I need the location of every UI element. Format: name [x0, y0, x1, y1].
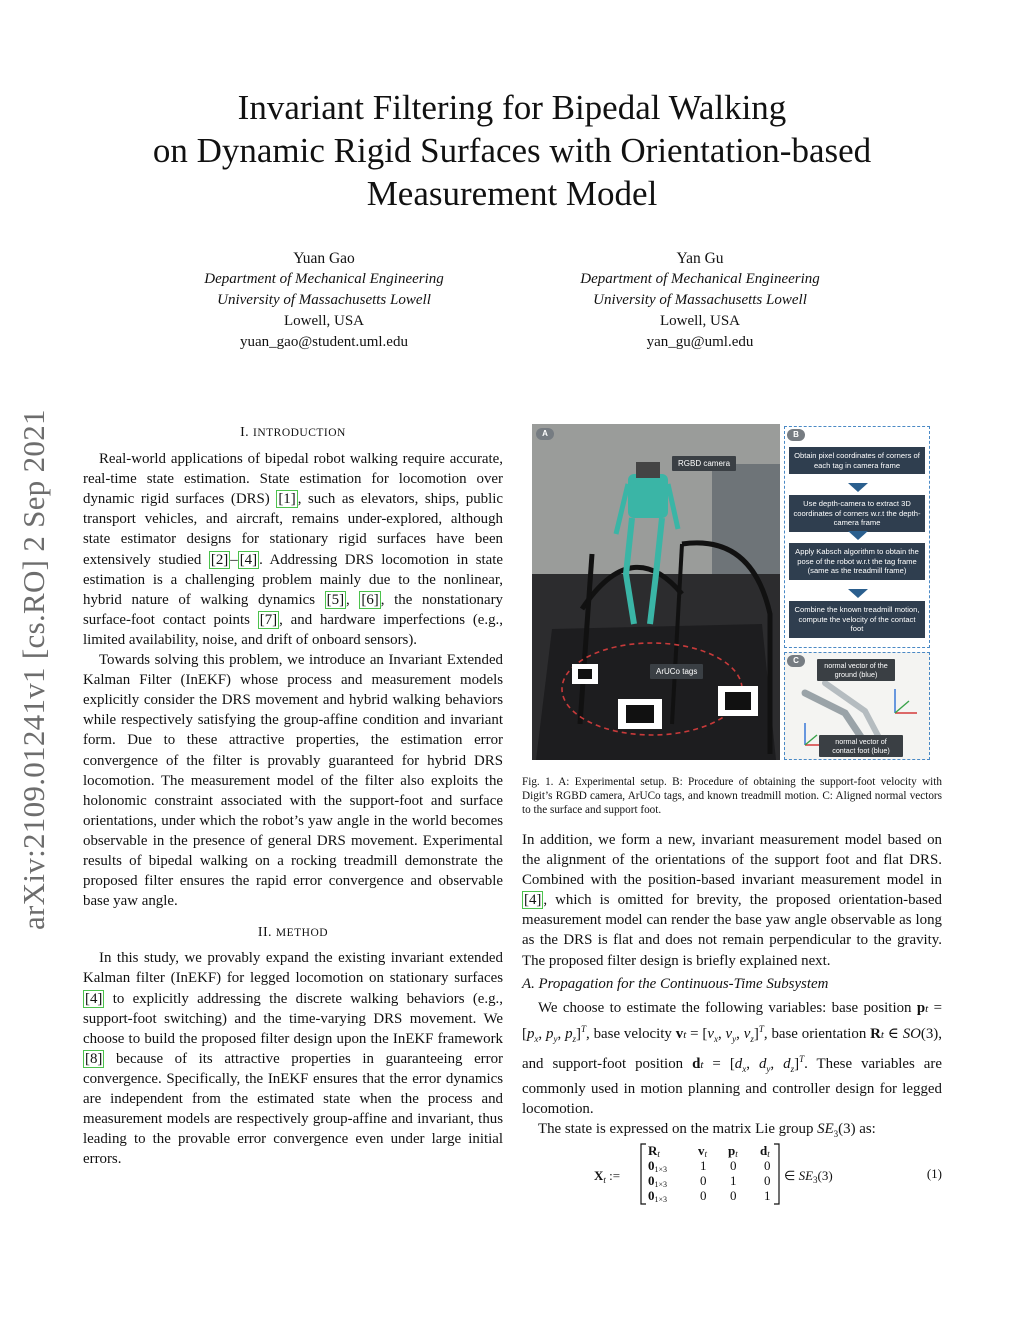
- aruco-tags-label: ArUCo tags: [650, 664, 703, 679]
- citation-link[interactable]: [8]: [85, 1050, 103, 1067]
- citation-link[interactable]: [2]: [210, 551, 229, 568]
- author-email[interactable]: yan_gu@uml.edu: [646, 334, 754, 350]
- text-run: In addition, we form a new, invariant measurement model based on the alignment of the orientations of the support foot and flat DRS. Combined with the position-based invariant measurement model in: [522, 832, 942, 889]
- author-name: Yuan Gao: [293, 250, 355, 267]
- right-paragraph-3: The state is expressed on the matrix Lie group $SE_3(3)$ as:: [538, 1121, 876, 1140]
- subsection-heading: A. Propagation for the Continuous-Time Subsystem: [522, 975, 829, 992]
- text-run: . These variables are commonly used in motion planning and controller design for legged locomotion.: [522, 1055, 942, 1117]
- right-paragraph-2: We choose to estimate the following variables: base position pt = [$p_x$, $p_y$, $p_z]^T$, base velocity vt = [$v_x$, $v_y$, $v_z]^T$, base orientation Rt ∈ SO(3), and support-foot position dt = [$d_x$, $d_y$, $d_z]^T$. These variables are commonly used in motion planning and controller design for legged locomotion.: [522, 999, 943, 1117]
- author-loc: Lowell, USA: [660, 313, 740, 329]
- author-univ: University of Massachusetts Lowell: [217, 292, 431, 308]
- right-column: [522, 830, 942, 1144]
- text-run: In this study, we provably expand the existing invariant extended Kalman filter (InEKF) for legged locomotion on stationary surfaces: [83, 950, 503, 987]
- paper-title: [60, 86, 964, 215]
- author-block-1: [174, 248, 474, 353]
- svg-text:1: 1: [764, 1188, 771, 1203]
- author-name: Yan Gu: [676, 250, 724, 267]
- text-run: to explicitly addressing the discrete walking behaviors (e.g., support-foot switching) and the time-varying DRS movement. We choose to build the proposed filter design upon the InEKF framework: [83, 990, 503, 1047]
- text-run: because of its attractive properties in guaranteeing error convergence. Specifically, the InEKF ensures that the error dynamics are independent from the estimated state when the process and measurement models are respectively group-affine and invariant, thus leading to the provable error convergence even under large initial errors.: [83, 1050, 503, 1168]
- text-run: , base velocity: [586, 1025, 676, 1042]
- text-run: –: [230, 551, 238, 568]
- normal-vectors-panel: [784, 652, 930, 760]
- section-number: II.: [257, 925, 272, 941]
- down-arrow-icon: [848, 589, 868, 598]
- intro-paragraph-1: [83, 449, 503, 650]
- svg-text:0: 0: [730, 1188, 737, 1203]
- section-title: INTRODUCTION: [252, 427, 346, 439]
- text-run: , the nonstationary surface-foot contact points: [83, 591, 504, 628]
- title-line-3: Measurement Model: [366, 174, 658, 213]
- author-dept: Department of Mechanical Engineering: [204, 271, 444, 287]
- svg-text:1: 1: [730, 1173, 737, 1188]
- title-line-2: on Dynamic Rigid Surfaces with Orientation-based: [152, 131, 872, 170]
- svg-text:0: 0: [700, 1173, 707, 1188]
- figure-caption: Fig. 1. A: Experimental setup. B: Procedure of obtaining the support-foot velocity with Digit’s RGBD camera, ArUCo tags, and known treadmill motion. C: Aligned normal vectors to the surface and support foot.: [522, 776, 942, 817]
- rgbd-camera-label: RGBD camera: [672, 456, 736, 471]
- procedure-step-3: Apply Kabsch algorithm to obtain the pose of the robot w.r.t the tag frame (same as the treadmill frame): [789, 543, 925, 580]
- svg-text:0: 0: [700, 1188, 707, 1203]
- author-email[interactable]: yuan_gao@student.uml.edu: [240, 334, 408, 350]
- citation-link[interactable]: [4]: [239, 551, 258, 568]
- citation-link[interactable]: [4]: [85, 990, 103, 1007]
- text-run: We choose to estimate the following variables: base position: [538, 999, 917, 1016]
- procedure-panel: [784, 426, 930, 648]
- state-matrix: [522, 1140, 942, 1210]
- text-run: . Addressing DRS locomotion in state estimation is a challenging problem mainly due to the nonlinear, hybrid nature of walking dynamics: [83, 551, 504, 608]
- method-paragraph-1: [83, 948, 503, 1169]
- citation-link[interactable]: [6]: [361, 591, 379, 608]
- section-title: METHOD: [275, 927, 329, 940]
- figure-1: [532, 424, 932, 760]
- citation-link[interactable]: [7]: [259, 611, 278, 628]
- panel-badge-c: C: [787, 655, 805, 667]
- citation-link[interactable]: [4]: [524, 892, 542, 909]
- author-univ: University of Massachusetts Lowell: [593, 292, 807, 308]
- text-run: ,: [346, 591, 360, 608]
- svg-text:0: 0: [730, 1158, 737, 1173]
- svg-text:01×3: 01×3: [648, 1188, 668, 1204]
- normal-ground-label: normal vector of the ground (blue): [817, 659, 895, 681]
- text-run: , such as elevators, ships, public transport vehicles, and aircraft, remains under-explored, although state estimator designs for stationary rigid surfaces have been extensively studied: [83, 491, 503, 568]
- svg-text:vt: vt: [698, 1143, 708, 1159]
- text-run: as:: [855, 1121, 876, 1138]
- section-heading-intro: [83, 423, 503, 443]
- text-run: Real-world applications of bipedal robot walking require accurate, real-time state estimation. State estimation for locomotion over dynamic rigid surfaces (DRS): [83, 451, 503, 508]
- down-arrow-icon: [848, 531, 868, 540]
- equation-1: [522, 1140, 942, 1210]
- intro-paragraph-2: Towards solving this problem, we introduce an Invariant Extended Kalman Filter (InEKF) whose process and measurement models explicitly consider the DRS movement and hybrid walking behaviors while respectively satisfying the group-affine condition and invariant form. Due to these attractive properties, the estimation error convergence of the filter is provably guaranteed for hybrid DRS locomotion. The measurement model of the filter also exploits the holonomic constraint associated with the support-foot and surface orientations, under which the robot’s yaw angle in the world becomes observable in the presence of general DRS movement. Experimental results of bipedal walking on a rocking treadmill demonstrate the proposed filter ensures the rapid error convergence and observable base yaw angle.: [83, 652, 503, 910]
- procedure-step-4: Combine the known treadmill motion, compute the velocity of the contact foot: [789, 601, 925, 638]
- procedure-step-1: Obtain pixel coordinates of corners of each tag in camera frame: [789, 447, 925, 474]
- author-block-2: [550, 248, 850, 353]
- text-run: , and support-foot position: [522, 1025, 943, 1072]
- right-paragraph-1: [522, 830, 942, 971]
- arxiv-stamp: arXiv:2109.01241v1 [cs.RO] 2 Sep 2021: [16, 409, 51, 930]
- svg-text:0: 0: [764, 1173, 771, 1188]
- svg-text:Xt :=: $X_t$ :=: [594, 1168, 621, 1185]
- text-run: , base orientation: [763, 1025, 871, 1042]
- panel-badge-a: A: [536, 428, 554, 440]
- text-run: The state is expressed on the matrix Lie group: [538, 1121, 818, 1138]
- svg-text:01×3: 01×3: [648, 1158, 668, 1174]
- author-dept: Department of Mechanical Engineering: [580, 271, 820, 287]
- svg-text:dt: dt: [760, 1143, 770, 1159]
- svg-text:∈ SE3(3): ∈ $SE_3(3)$: [784, 1168, 833, 1185]
- svg-text:Rt: Rt: [648, 1143, 660, 1159]
- normal-foot-label: normal vector of contact foot (blue): [819, 735, 903, 757]
- equation-number: (1): [926, 1166, 942, 1181]
- section-number: I.: [240, 425, 250, 440]
- down-arrow-icon: [848, 483, 868, 492]
- section-heading-method: [83, 923, 503, 943]
- robot-treadmill-illustration: [532, 424, 780, 760]
- citation-link[interactable]: [1]: [278, 491, 296, 508]
- svg-text:1: 1: [700, 1158, 707, 1173]
- citation-link[interactable]: [5]: [326, 591, 345, 608]
- svg-text:0: 0: [764, 1158, 771, 1173]
- author-loc: Lowell, USA: [284, 313, 364, 329]
- title-line-1: Invariant Filtering for Bipedal Walking: [237, 88, 787, 127]
- experiment-photo: [532, 424, 780, 760]
- text-run: , which is omitted for brevity, the proposed orientation-based measurement model can render the base yaw angle observable as long as the DRS is flat and does not remain perpendicular to the gravity. The proposed filter design is briefly explained next.: [522, 892, 942, 969]
- text-run: , and hardware imperfections (e.g., limited availability, noise, and drift of onboard sensors).: [83, 611, 503, 648]
- left-column: [83, 423, 503, 1169]
- procedure-step-2: Use depth-camera to extract 3D coordinates of corners w.r.t the depth-camera frame: [789, 495, 925, 532]
- svg-text:01×3: 01×3: [648, 1173, 668, 1189]
- svg-text:pt: pt: [728, 1143, 738, 1159]
- panel-badge-b: B: [787, 429, 805, 441]
